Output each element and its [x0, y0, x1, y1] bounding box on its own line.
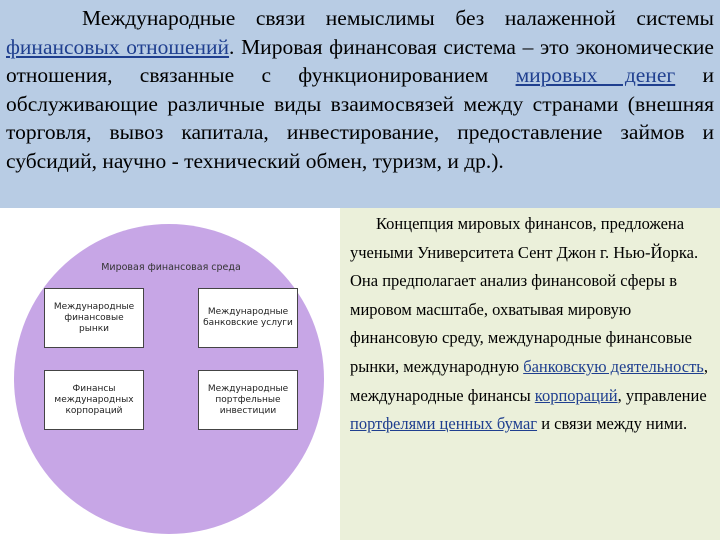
concept-panel — [340, 208, 720, 540]
concept-text-2: , международные финансы — [350, 356, 708, 405]
intro-paragraph — [6, 4, 714, 176]
financial-relations-link[interactable]: финансовых отношений — [6, 34, 230, 59]
diagram-box-markets: Международные финансовые рынки — [44, 288, 144, 348]
securities-portfolio-link[interactable]: портфелями ценных бумаг — [350, 414, 538, 434]
concept-text-3: , управление — [617, 385, 707, 405]
banking-activity-link[interactable]: банковскую деятельность — [523, 356, 704, 376]
intro-text-2: . Мировая финансовая система – это экономические отношения, связанные с функционированием — [6, 34, 714, 88]
diagram-title: Мировая финансовая среда — [101, 262, 241, 273]
concept-text-4: и связи между ними. — [537, 414, 688, 434]
corporations-link[interactable]: корпораций — [534, 385, 618, 405]
concept-paragraph — [350, 210, 714, 439]
world-money-link[interactable]: мировых денег — [515, 63, 676, 88]
intro-text-3: и обслуживающие различные виды взаимосвязей между странами (внешняя торговля, вывоз капитала, инвестирование, предоставление займов и субсидий, научно - технический обмен, туризм, и др.). — [6, 63, 715, 173]
concept-text-1: Концепция мировых финансов, предложена учеными Университета Сент Джон г. Нью-Йорка. Она предполагает анализ финансовой сферы в мировом масштабе, охватывая мировую финансовую среду, международные финансовые рынки, международную — [350, 214, 699, 376]
intro-text-1: Международные связи немыслимы без налаженной системы — [82, 6, 714, 30]
diagram-box-portfolio: Международные портфельные инвестиции — [198, 370, 298, 430]
intro-panel — [0, 0, 720, 208]
diagram-box-banking: Международные банковские услуги — [198, 288, 298, 348]
diagram-box-corporations: Финансы международных корпораций — [44, 370, 144, 430]
